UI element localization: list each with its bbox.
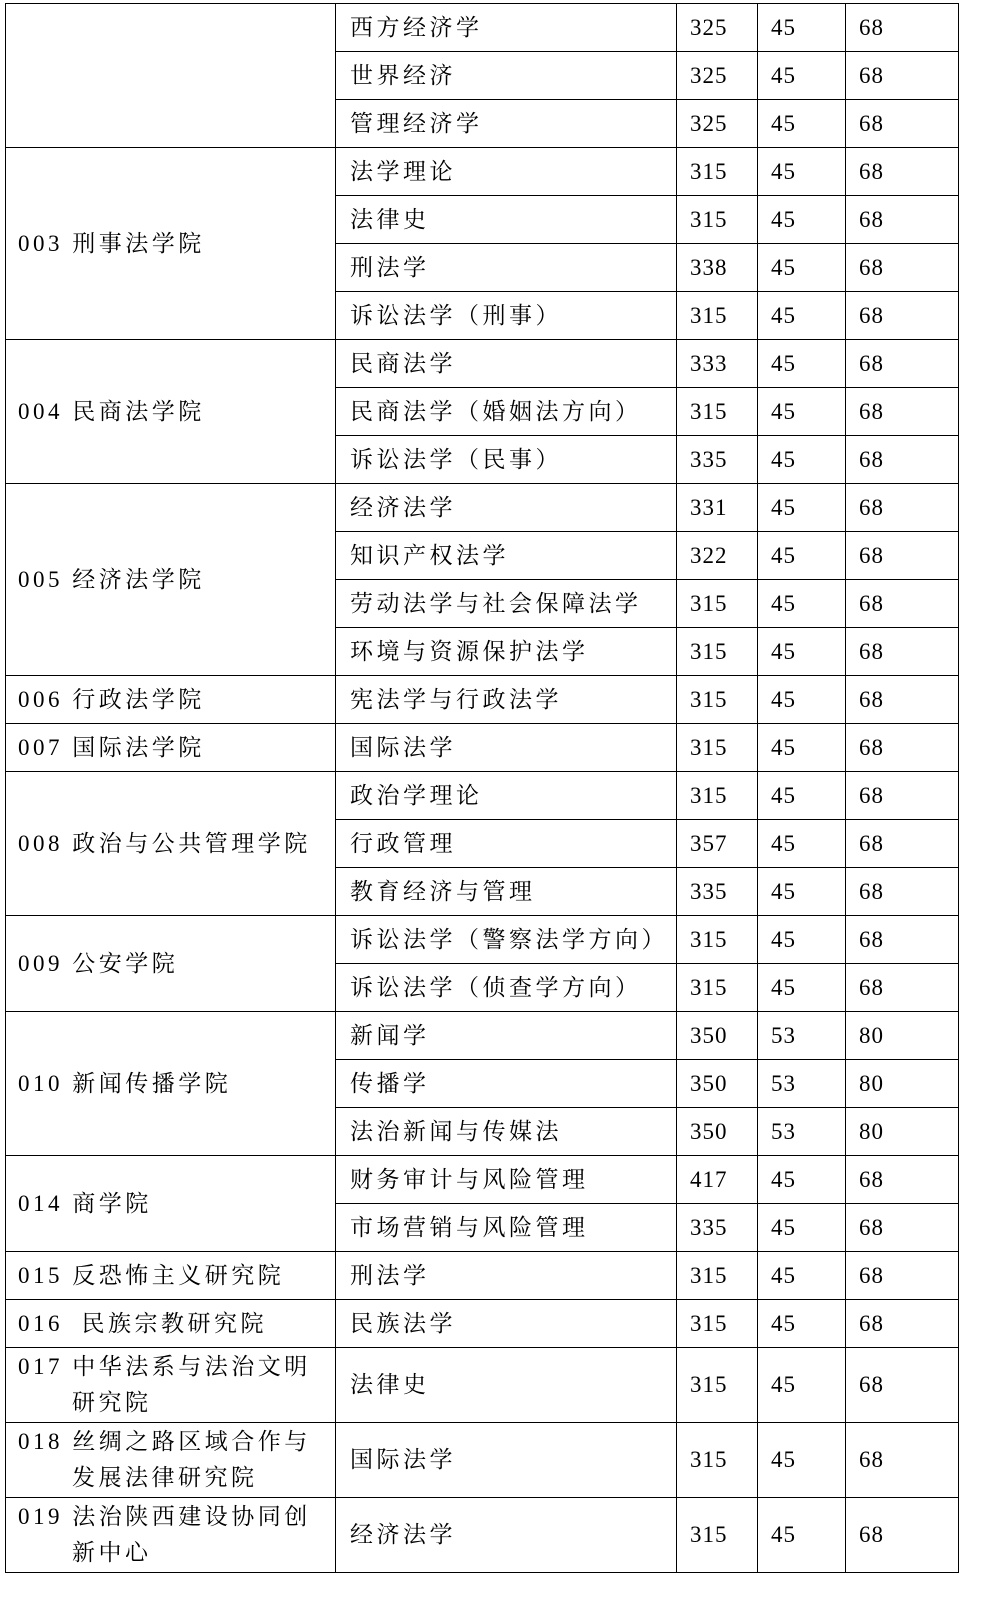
school-cell: 017 中华法系与法治文明研究院 [6, 1348, 336, 1423]
score-a-cell: 45 [758, 868, 846, 916]
total-score-cell: 315 [677, 1348, 758, 1423]
total-score-cell: 315 [677, 148, 758, 196]
total-score-cell: 315 [677, 196, 758, 244]
major-cell: 知识产权法学 [336, 532, 677, 580]
total-score-cell: 338 [677, 244, 758, 292]
major-cell: 经济法学 [336, 484, 677, 532]
table-row [6, 340, 959, 388]
score-b-cell: 68 [846, 772, 959, 820]
table-row [6, 1348, 959, 1423]
score-b-cell: 68 [846, 1423, 959, 1498]
total-score-cell: 417 [677, 1156, 758, 1204]
score-b-cell: 68 [846, 4, 959, 52]
score-b-cell: 68 [846, 1204, 959, 1252]
score-b-cell: 80 [846, 1108, 959, 1156]
school-cell: 005 经济法学院 [6, 484, 336, 676]
total-score-cell: 350 [677, 1012, 758, 1060]
major-cell: 宪法学与行政法学 [336, 676, 677, 724]
score-a-cell: 45 [758, 244, 846, 292]
score-b-cell: 68 [846, 964, 959, 1012]
score-b-cell: 68 [846, 580, 959, 628]
score-a-cell: 45 [758, 4, 846, 52]
score-a-cell: 45 [758, 100, 846, 148]
total-score-cell: 315 [677, 1498, 758, 1573]
score-a-cell: 45 [758, 148, 846, 196]
score-a-cell: 45 [758, 580, 846, 628]
major-cell: 法学理论 [336, 148, 677, 196]
score-b-cell: 68 [846, 244, 959, 292]
score-a-cell: 53 [758, 1060, 846, 1108]
total-score-cell: 350 [677, 1060, 758, 1108]
score-b-cell: 68 [846, 820, 959, 868]
major-cell: 国际法学 [336, 724, 677, 772]
score-b-cell: 68 [846, 436, 959, 484]
score-b-cell: 68 [846, 676, 959, 724]
major-cell: 诉讼法学（侦查学方向） [336, 964, 677, 1012]
total-score-cell: 335 [677, 436, 758, 484]
major-cell: 政治学理论 [336, 772, 677, 820]
major-cell: 刑法学 [336, 244, 677, 292]
score-a-cell: 45 [758, 1498, 846, 1573]
school-cell: 014 商学院 [6, 1156, 336, 1252]
score-b-cell: 68 [846, 52, 959, 100]
score-b-cell: 68 [846, 292, 959, 340]
score-b-cell: 68 [846, 1348, 959, 1423]
total-score-cell: 315 [677, 724, 758, 772]
major-cell: 环境与资源保护法学 [336, 628, 677, 676]
score-b-cell: 68 [846, 196, 959, 244]
score-a-cell: 45 [758, 1348, 846, 1423]
total-score-cell: 357 [677, 820, 758, 868]
total-score-cell: 350 [677, 1108, 758, 1156]
score-a-cell: 45 [758, 52, 846, 100]
major-cell: 诉讼法学（民事） [336, 436, 677, 484]
major-cell: 财务审计与风险管理 [336, 1156, 677, 1204]
total-score-cell: 322 [677, 532, 758, 580]
table-row [6, 4, 959, 52]
total-score-cell: 335 [677, 868, 758, 916]
table-row [6, 1300, 959, 1348]
score-a-cell: 45 [758, 340, 846, 388]
major-cell: 法律史 [336, 196, 677, 244]
total-score-cell: 315 [677, 964, 758, 1012]
score-b-cell: 68 [846, 148, 959, 196]
total-score-cell: 325 [677, 100, 758, 148]
total-score-cell: 315 [677, 580, 758, 628]
school-cell: 003 刑事法学院 [6, 148, 336, 340]
table-row [6, 916, 959, 964]
major-cell: 刑法学 [336, 1252, 677, 1300]
score-a-cell: 45 [758, 820, 846, 868]
score-a-cell: 45 [758, 1300, 846, 1348]
table-row [6, 724, 959, 772]
table-row [6, 1012, 959, 1060]
major-cell: 世界经济 [336, 52, 677, 100]
score-table [5, 3, 959, 1573]
major-cell: 教育经济与管理 [336, 868, 677, 916]
major-cell: 国际法学 [336, 1423, 677, 1498]
score-a-cell: 45 [758, 964, 846, 1012]
major-cell: 民商法学 [336, 340, 677, 388]
score-b-cell: 68 [846, 916, 959, 964]
total-score-cell: 315 [677, 1300, 758, 1348]
score-a-cell: 45 [758, 724, 846, 772]
total-score-cell: 315 [677, 292, 758, 340]
total-score-cell: 333 [677, 340, 758, 388]
major-cell: 劳动法学与社会保障法学 [336, 580, 677, 628]
table-row [6, 148, 959, 196]
school-cell: 006 行政法学院 [6, 676, 336, 724]
score-a-cell: 45 [758, 916, 846, 964]
table-row [6, 1498, 959, 1573]
major-cell: 传播学 [336, 1060, 677, 1108]
score-b-cell: 80 [846, 1012, 959, 1060]
score-b-cell: 68 [846, 628, 959, 676]
school-cell: 010 新闻传播学院 [6, 1012, 336, 1156]
table-body [6, 4, 959, 1573]
total-score-cell: 315 [677, 772, 758, 820]
total-score-cell: 315 [677, 1252, 758, 1300]
score-a-cell: 45 [758, 628, 846, 676]
total-score-cell: 315 [677, 676, 758, 724]
total-score-cell: 315 [677, 1423, 758, 1498]
score-a-cell: 45 [758, 292, 846, 340]
major-cell: 民商法学（婚姻法方向） [336, 388, 677, 436]
score-a-cell: 53 [758, 1108, 846, 1156]
school-cell: 016 民族宗教研究院 [6, 1300, 336, 1348]
score-b-cell: 68 [846, 724, 959, 772]
school-cell: 015 反恐怖主义研究院 [6, 1252, 336, 1300]
score-b-cell: 80 [846, 1060, 959, 1108]
major-cell: 新闻学 [336, 1012, 677, 1060]
score-a-cell: 45 [758, 1204, 846, 1252]
major-cell: 法治新闻与传媒法 [336, 1108, 677, 1156]
score-a-cell: 45 [758, 436, 846, 484]
score-b-cell: 68 [846, 1300, 959, 1348]
major-cell: 诉讼法学（警察法学方向） [336, 916, 677, 964]
school-cell: 009 公安学院 [6, 916, 336, 1012]
school-cell: 004 民商法学院 [6, 340, 336, 484]
score-a-cell: 45 [758, 772, 846, 820]
score-b-cell: 68 [846, 484, 959, 532]
major-cell: 民族法学 [336, 1300, 677, 1348]
score-b-cell: 68 [846, 1498, 959, 1573]
table-row [6, 1156, 959, 1204]
major-cell: 法律史 [336, 1348, 677, 1423]
score-b-cell: 68 [846, 340, 959, 388]
score-a-cell: 45 [758, 532, 846, 580]
score-a-cell: 45 [758, 484, 846, 532]
score-a-cell: 45 [758, 196, 846, 244]
major-cell: 行政管理 [336, 820, 677, 868]
table-row [6, 1423, 959, 1498]
total-score-cell: 325 [677, 52, 758, 100]
table-row [6, 484, 959, 532]
total-score-cell: 315 [677, 388, 758, 436]
table-row [6, 676, 959, 724]
score-b-cell: 68 [846, 388, 959, 436]
score-b-cell: 68 [846, 532, 959, 580]
score-a-cell: 45 [758, 676, 846, 724]
school-cell: 007 国际法学院 [6, 724, 336, 772]
table-row [6, 772, 959, 820]
total-score-cell: 315 [677, 628, 758, 676]
major-cell: 诉讼法学（刑事） [336, 292, 677, 340]
school-cell: 008 政治与公共管理学院 [6, 772, 336, 916]
total-score-cell: 335 [677, 1204, 758, 1252]
score-a-cell: 53 [758, 1012, 846, 1060]
school-cell: 019 法治陕西建设协同创新中心 [6, 1498, 336, 1573]
total-score-cell: 331 [677, 484, 758, 532]
major-cell: 经济法学 [336, 1498, 677, 1573]
major-cell: 管理经济学 [336, 100, 677, 148]
table-row [6, 1252, 959, 1300]
score-a-cell: 45 [758, 1423, 846, 1498]
score-a-cell: 45 [758, 1252, 846, 1300]
score-a-cell: 45 [758, 388, 846, 436]
school-cell [6, 4, 336, 148]
score-b-cell: 68 [846, 100, 959, 148]
major-cell: 市场营销与风险管理 [336, 1204, 677, 1252]
school-cell: 018 丝绸之路区域合作与发展法律研究院 [6, 1423, 336, 1498]
major-cell: 西方经济学 [336, 4, 677, 52]
total-score-cell: 315 [677, 916, 758, 964]
score-a-cell: 45 [758, 1156, 846, 1204]
score-b-cell: 68 [846, 1252, 959, 1300]
score-b-cell: 68 [846, 1156, 959, 1204]
total-score-cell: 325 [677, 4, 758, 52]
score-b-cell: 68 [846, 868, 959, 916]
